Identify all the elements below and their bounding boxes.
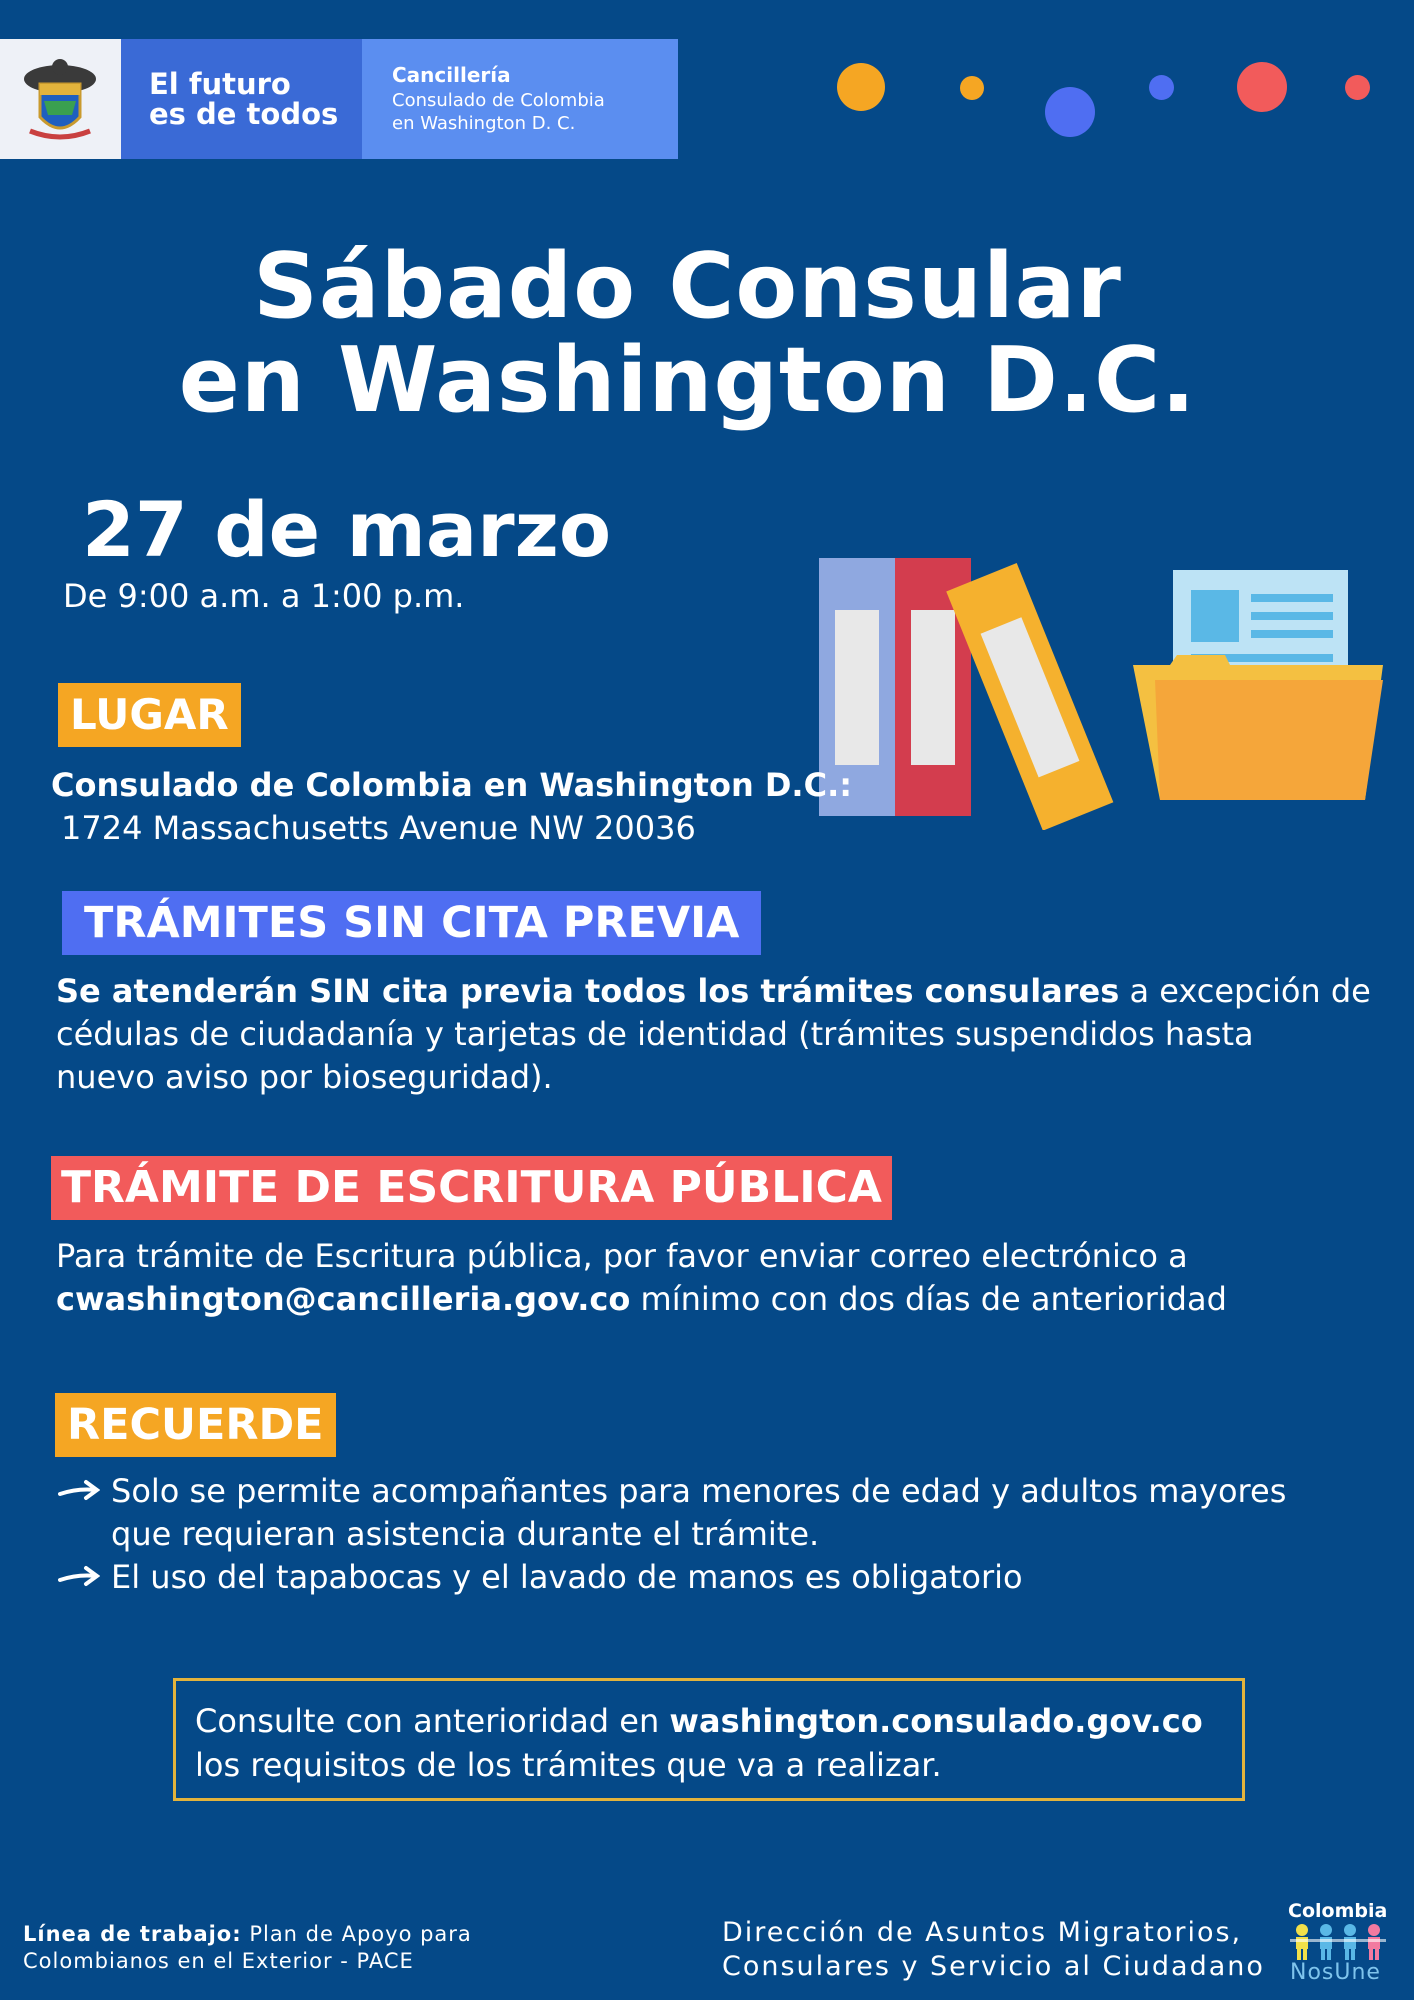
escritura-text: [56, 1235, 1386, 1321]
org-sub-line1: Consulado de Colombia: [392, 90, 605, 111]
slogan-block: [121, 39, 362, 159]
consult-box: [173, 1678, 1245, 1801]
consult-url-link[interactable]: washington.consulado.gov.co: [669, 1702, 1203, 1740]
lugar-address: 1724 Massachusetts Avenue NW 20036: [61, 809, 696, 847]
decor-dot: [1045, 87, 1095, 137]
escritura-label: TRÁMITE DE ESCRITURA PÚBLICA: [51, 1156, 892, 1220]
arrow-right-icon: [58, 1556, 100, 1599]
recuerde-bullet-line2: que requieran asistencia durante el trámite.: [111, 1515, 820, 1553]
escritura-line2-rest: mínimo con dos días de anterioridad: [630, 1280, 1227, 1318]
tramites-line3: nuevo aviso por bioseguridad).: [56, 1058, 553, 1096]
decor-dot: [960, 76, 984, 100]
tramites-line1-rest: a excepción de: [1119, 972, 1371, 1010]
footer-direccion-line1: Dirección de Asuntos Migratorios,: [722, 1917, 1243, 1948]
tramites-text: [56, 970, 1386, 1099]
escritura-line1: Para trámite de Escritura pública, por favor enviar correo electrónico a: [56, 1237, 1188, 1275]
recuerde-bullet-line1: El uso del tapabocas y el lavado de manos es obligatorio: [111, 1558, 1023, 1596]
org-name: Cancillería: [392, 63, 511, 87]
consult-prefix: Consulte con anterioridad en: [195, 1702, 670, 1740]
slogan-line1: El futuro: [149, 67, 291, 101]
title-line2: en Washington D.C.: [178, 328, 1197, 433]
cancilleria-block: [362, 39, 678, 159]
footer-direccion-line2: Consulares y Servicio al Ciudadano: [722, 1951, 1265, 1982]
binders-folder-illustration: [815, 550, 1395, 830]
event-hours: De 9:00 a.m. a 1:00 p.m.: [63, 577, 465, 615]
decor-dot: [1237, 62, 1287, 112]
coat-of-arms-icon: [0, 39, 121, 159]
tramites-label: TRÁMITES SIN CITA PREVIA: [62, 891, 761, 955]
escritura-email[interactable]: cwashington@cancilleria.gov.co: [56, 1280, 631, 1318]
tramites-bold: Se atenderán SIN cita previa todos los trámites consulares: [56, 972, 1120, 1010]
decor-dot: [1149, 75, 1174, 100]
arrow-right-icon: [58, 1470, 100, 1513]
lugar-place: [51, 764, 852, 807]
tramites-line2: cédulas de ciudadanía y tarjetas de identidad (trámites suspendidos hasta: [56, 1015, 1254, 1053]
title-line1: Sábado Consular: [253, 234, 1122, 339]
lugar-label: LUGAR: [58, 683, 241, 747]
folder-icon: [1133, 570, 1383, 800]
yellow-binder-icon: [946, 563, 1113, 830]
footer-linea-value: Plan de Apoyo para: [241, 1922, 472, 1946]
nosune-country: Colombia: [1288, 1900, 1388, 1922]
people-icon: [1290, 1922, 1390, 1962]
org-sub-line2: en Washington D. C.: [392, 113, 576, 134]
nosune-word: NosUne: [1290, 1960, 1381, 1985]
recuerde-bullet-line1: Solo se permite acompañantes para menores de edad y adultos mayores: [111, 1472, 1287, 1510]
footer-direccion: [722, 1916, 1265, 1984]
footer-linea: [23, 1921, 472, 1975]
footer-linea-label: Línea de trabajo:: [23, 1922, 242, 1946]
slogan-line2: es de todos: [149, 97, 339, 131]
event-date: 27 de marzo: [82, 485, 612, 574]
decor-dot: [837, 63, 885, 111]
decor-dot: [1345, 75, 1370, 100]
consult-line2: los requisitos de los trámites que va a realizar.: [195, 1746, 942, 1784]
page-title: [0, 234, 1375, 433]
footer-linea-line2: Colombianos en el Exterior - PACE: [23, 1949, 414, 1973]
recuerde-label: RECUERDE: [55, 1393, 336, 1457]
lugar-place-name: Consulado de Colombia en Washington D.C.:: [51, 766, 853, 804]
coat-of-arms-logo: [0, 39, 121, 159]
